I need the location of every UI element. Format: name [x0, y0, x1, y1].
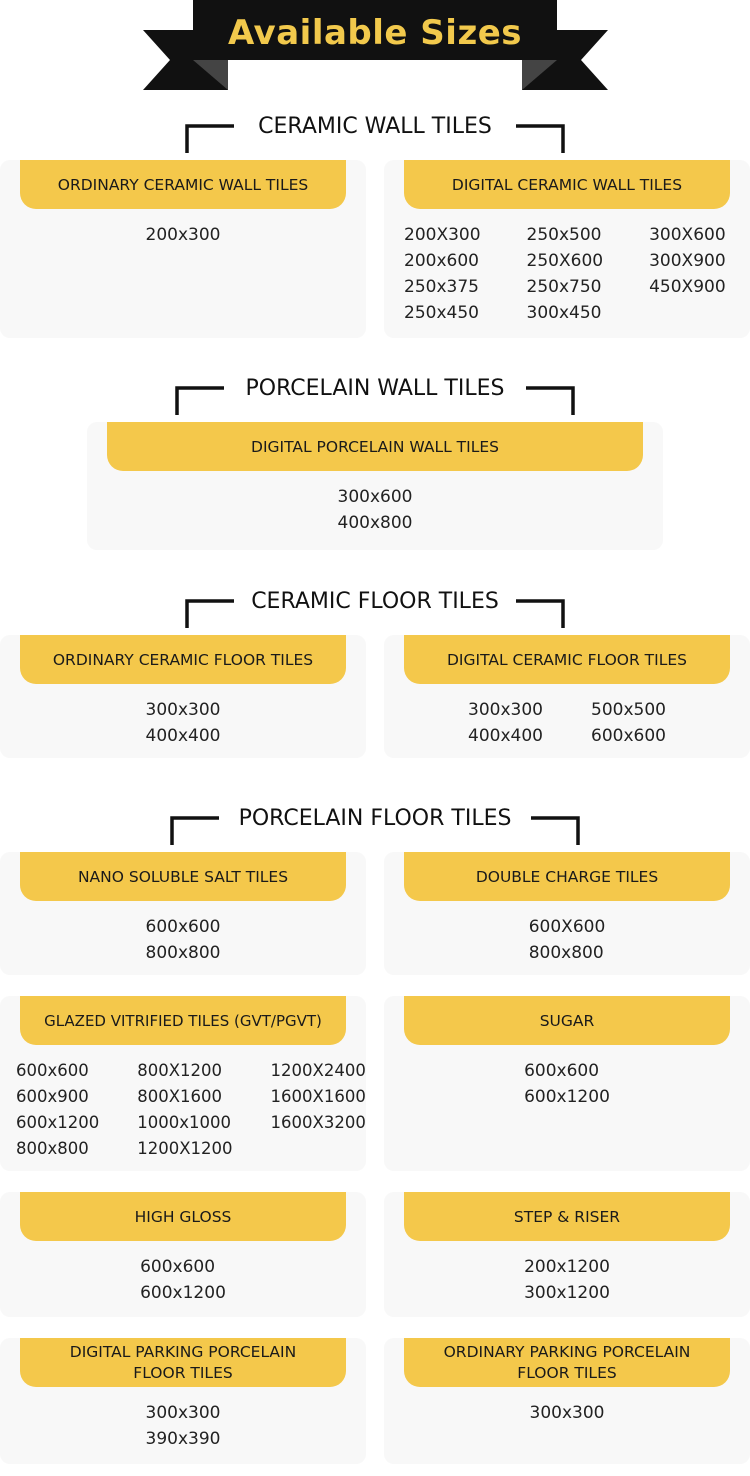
size-value: 600X600	[528, 917, 606, 937]
size-value: 300X600	[649, 225, 726, 245]
size-list	[384, 1254, 750, 1306]
size-value: 300X900	[649, 251, 726, 271]
section-porcelain-wall	[0, 374, 750, 414]
card-title: NANO SOLUBLE SALT TILES	[20, 852, 346, 901]
size-value: 800x800	[528, 943, 604, 963]
size-value: 600x1200	[524, 1087, 610, 1107]
card-title	[20, 1338, 346, 1387]
card-ordinary-ceramic-floor	[0, 635, 366, 758]
size-value: 1200X2400	[270, 1061, 366, 1080]
size-value: 250x500	[526, 225, 602, 245]
card-high-gloss	[0, 1192, 366, 1317]
card-title: DIGITAL CERAMIC FLOOR TILES	[404, 635, 730, 684]
size-value: 300x1200	[524, 1283, 610, 1303]
size-list	[384, 1058, 750, 1110]
section-title: PORCELAIN WALL TILES	[245, 376, 505, 401]
card-title: ORDINARY CERAMIC FLOOR TILES	[20, 635, 346, 684]
card-ordinary-parking	[384, 1338, 750, 1464]
size-value: 400x800	[337, 513, 413, 533]
size-value: 300x300	[145, 700, 221, 720]
size-list	[404, 222, 750, 326]
card-title: GLAZED VITRIFIED TILES (GVT/PGVT)	[20, 996, 346, 1045]
section-title: CERAMIC FLOOR TILES	[251, 589, 499, 614]
size-value: 200X300	[404, 225, 481, 245]
size-list	[87, 484, 663, 536]
card-glazed-vitrified	[0, 996, 366, 1171]
card-digital-porcelain-wall	[87, 422, 663, 550]
size-list	[384, 1400, 750, 1426]
size-value: 600x600	[16, 1061, 89, 1080]
size-list	[0, 1254, 366, 1306]
size-value: 600x600	[140, 1257, 216, 1277]
size-list	[0, 1400, 366, 1452]
size-value: 300x450	[526, 303, 602, 323]
card-digital-ceramic-floor	[384, 635, 750, 758]
size-value: 300x300	[145, 1403, 221, 1423]
size-value: 800x800	[145, 943, 221, 963]
banner	[0, 0, 750, 92]
card-title-line: FLOOR TILES	[517, 1363, 617, 1382]
size-value: 600x1200	[16, 1113, 100, 1132]
size-value: 600x1200	[140, 1283, 226, 1303]
size-value: 800X1200	[137, 1061, 223, 1080]
banner-title: Available Sizes	[227, 13, 523, 53]
size-value: 400x400	[468, 726, 543, 746]
size-value: 800x800	[16, 1139, 89, 1158]
size-list	[384, 914, 750, 966]
size-value: 390x390	[145, 1429, 221, 1449]
size-value: 600x600	[145, 917, 221, 937]
card-step-riser	[384, 1192, 750, 1317]
section-ceramic-wall	[0, 112, 750, 152]
size-value: 250x375	[404, 277, 479, 297]
card-title: DIGITAL CERAMIC WALL TILES	[404, 160, 730, 209]
size-list	[0, 914, 366, 966]
size-list	[384, 697, 750, 749]
size-value: 1200X1200	[137, 1139, 233, 1158]
size-value: 1600X3200	[270, 1113, 366, 1132]
size-value: 200x300	[145, 225, 221, 245]
size-value: 400x400	[145, 726, 221, 746]
size-value: 300x300	[468, 700, 543, 720]
size-value: 600x900	[16, 1087, 89, 1106]
size-value: 1000x1000	[137, 1113, 231, 1132]
size-list	[0, 222, 366, 248]
size-value: 250X600	[526, 251, 604, 271]
size-value: 300x300	[529, 1403, 605, 1423]
card-title-line: DIGITAL PARKING PORCELAIN	[69, 1342, 297, 1361]
section-porcelain-floor	[0, 804, 750, 844]
size-value: 250x450	[404, 303, 479, 323]
card-title: ORDINARY CERAMIC WALL TILES	[20, 160, 346, 209]
card-title-line: ORDINARY PARKING PORCELAIN	[443, 1342, 691, 1361]
section-title: CERAMIC WALL TILES	[258, 114, 492, 139]
size-value: 600x600	[591, 726, 666, 746]
size-value: 600x600	[524, 1061, 600, 1081]
card-double-charge	[384, 852, 750, 975]
card-title	[404, 1338, 730, 1387]
size-list	[0, 697, 366, 749]
size-value: 1600X1600	[270, 1087, 366, 1106]
size-value: 200x600	[404, 251, 479, 271]
card-nano-soluble-salt	[0, 852, 366, 975]
card-title: HIGH GLOSS	[20, 1192, 346, 1241]
size-value: 800X1600	[137, 1087, 223, 1106]
size-value: 300x600	[337, 487, 413, 507]
card-title: STEP & RISER	[404, 1192, 730, 1241]
size-value: 250x750	[526, 277, 602, 297]
card-title: DIGITAL PORCELAIN WALL TILES	[107, 422, 643, 471]
size-value: 500x500	[591, 700, 666, 720]
section-ceramic-floor	[0, 587, 750, 627]
card-sugar	[384, 996, 750, 1171]
card-digital-parking	[0, 1338, 366, 1464]
section-title: PORCELAIN FLOOR TILES	[238, 806, 512, 831]
card-ordinary-ceramic-wall	[0, 160, 366, 338]
card-title-line: FLOOR TILES	[133, 1363, 233, 1382]
size-list	[16, 1058, 366, 1162]
size-value: 450X900	[649, 277, 726, 297]
size-value: 200x1200	[524, 1257, 610, 1277]
card-title: DOUBLE CHARGE TILES	[404, 852, 730, 901]
card-digital-ceramic-wall	[384, 160, 750, 338]
card-title: SUGAR	[404, 996, 730, 1045]
